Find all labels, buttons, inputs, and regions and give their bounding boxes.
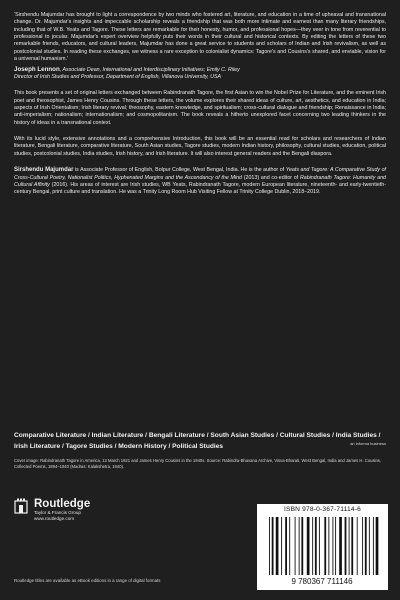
ebook-note: Routledge titles are available as eBook editions in a range of digital formats [14, 578, 161, 583]
routledge-tower-icon [14, 498, 28, 514]
barcode-bar [369, 517, 370, 575]
publisher-group: Taylor & Francis Group [34, 510, 81, 515]
barcode-bar [339, 517, 342, 575]
barcode-bar [276, 517, 279, 575]
barcode-bar [365, 517, 367, 575]
barcode-bar [295, 517, 296, 575]
publisher-url: www.routledge.com [34, 516, 75, 521]
author-bio: Sirshendu Majumdar is Associate Professor of English, Bolpur College, West Bengal, India. He is the author of Yeats and Tagore: A Comparative Study of Cross-Cultural Poetry, Nationalist Politics, Hyphenated Margins and the Ascendancy of the Mind (2013) and co-editor of Rabindranath Tagore: Humanity and Cultural Affinity (2016). His areas of interest are Irish studies, WB Yeats, Rabindranath Tagore, modern European literature, nineteenth- and early-twentieth-century Bengal, print culture and translation. He was a Trinity Long Room Hub Visiting Fellow at Trinity College Dublin, 2018–2019. [14, 167, 387, 196]
barcode-bar [362, 517, 363, 575]
barcode-bar [312, 517, 313, 575]
barcode-bar [307, 517, 310, 575]
barcode-digits: 9 780367 711146 [291, 577, 353, 586]
endorser-affiliation: Director of Irish Studies and Professor, Department of English, Villanova University, USA [14, 74, 222, 81]
barcode-bar [332, 517, 333, 575]
barcode-bar [301, 517, 303, 575]
author-name: Sirshendu Majumdar [14, 167, 74, 174]
barcode-bar [324, 517, 326, 575]
isbn-barcode [257, 504, 388, 590]
barcode-bar [315, 517, 317, 575]
barcode-bar [269, 517, 270, 575]
book-title-2: Rabindranath Tagore: Humanity and Cultural Affinity [14, 174, 386, 188]
informa-tagline: an informa business [350, 441, 386, 446]
barcode-bar [345, 517, 347, 575]
barcode-bar [357, 517, 358, 575]
publisher-name: Routledge [34, 498, 91, 510]
barcode-bar [328, 517, 329, 575]
subject-categories: Comparative Literature / Indian Literature / Bengali Literature / South Asian Studies / Cultural Studies / India Studies / Irish Literature / Tagore Studies / Modern History / Political Studies [14, 432, 381, 450]
endorser-name: Joseph Lennon [14, 66, 60, 74]
book-description: This book presents a set of original letters exchanged between Rabindranath Tagore, the first Asian to win the Nobel Prize for Literature, and the eminent Irish poet and theosophist, James Henry Cousins. Through these letters, the volume explores their shared ideas of culture, art, aesthetics, and education in India; aspects of Irish Orientalism; Irish literary revival; theosophy, eastern knowledge, and spiritualism; cross-cultural dialogue and friendship; Renaissance in India; anti-imperialism; nationalism; internationalism; and cosmopolitanism. The book reveals a hitherto unexplored facet concerning two leading thinkers in the history of ideas in a transnational context. [14, 90, 386, 126]
isbn-label: ISBN 978-0-367-71114-6 [283, 506, 362, 513]
cover-image-credit: Cover image: Rabindranath Tagore in America, 13 March 1921 and James Henry Cousins in the 1940s. Source: Rabindra-Bhavana Archive, Visva-Bharati, West Bengal, India and James H. Cousins, Collected Poems, 1894–1940 (Madras: Kalakshetra, 1940). [14, 458, 382, 469]
barcode-bar [299, 517, 300, 575]
barcode-bar [349, 517, 350, 575]
audience-paragraph: With its lucid style, extensive annotations and a comprehensive Introduction, this book will be an essential read for scholars and researchers of Indian literature, Bengali literature, comparative literature, South Asian studies, Tagore studies, modern Indian history, philosophy, cultural studies, education, political studies, postcolonial studies, India studies, Irish history, and Irish literature. It will also interest general readers and the Bengali diaspora. [14, 136, 386, 157]
book-title-1: Yeats and Tagore: A Comparative Study of Cross-Cultural Poetry, Nationalist Politics, Hyphenated Margins and the Ascendancy of the Mind [14, 167, 387, 181]
publisher-logo [14, 498, 90, 522]
barcode-bar [289, 517, 290, 575]
endorser-role: , Associate Dean, International and Interdisciplinary Initiatives; Emily C. Riley [59, 67, 240, 74]
barcode-bar [319, 517, 320, 575]
barcode-bar [373, 517, 374, 575]
barcode-bar [335, 517, 336, 575]
barcode-icon [263, 517, 382, 587]
barcode-bar [376, 517, 379, 575]
barcode-bar [285, 517, 287, 575]
barcode-bar [281, 517, 282, 575]
endorser [14, 66, 386, 74]
barcode-bar [272, 517, 274, 575]
barcode-bar [351, 517, 353, 575]
endorsement-quote: ‘Sirshendu Majumdar has brought to light a correspondence by two minds who fostered art, literature, and education in a time of upheaval and transnational change. Dr. Majumdar's insights and impeccable scholarship reveals a friendship that was both more intimate and earnest than many literary friendships, including that of W.B. Yeats and Tagore. These letters are remarkable for their honesty, humor, and professional hopes—they veer in tone from reverential to professional to jocular. Majumdar's expert overview helpfully puts their words in their cultural and historical contexts. By editing the letters of these two remarkable friends, educators, and cultural leaders, Majumdar has done a great service to students and scholars of Indian and Irish revivalism, as well as postcolonial studies. In reading these exchanges, we witness a rare exception to colonialist dynamics: Tagore's and Cousins's shared, and enviable, vision for a universal humanism.’ [14, 12, 386, 63]
